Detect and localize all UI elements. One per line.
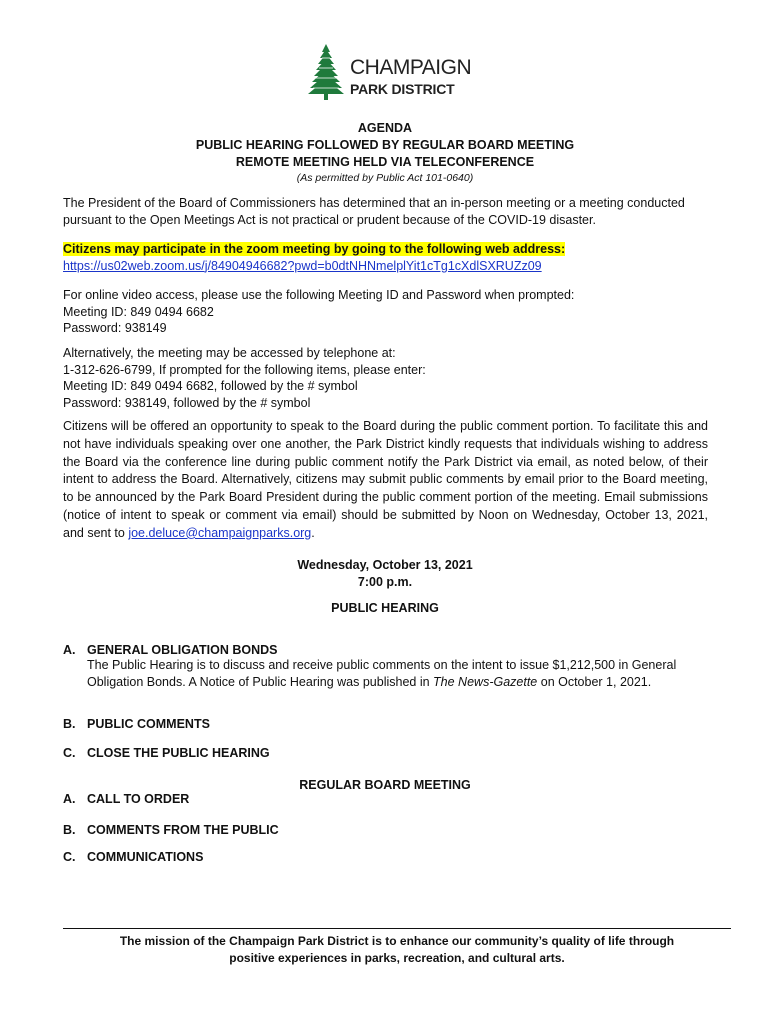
item-letter: A. — [63, 643, 76, 657]
regular-meeting-heading: REGULAR BOARD MEETING — [299, 778, 471, 792]
meeting-type-heading: PUBLIC HEARING FOLLOWED BY REGULAR BOARD MEETING — [195, 138, 575, 152]
regular-item-c — [63, 850, 713, 864]
item-description — [63, 657, 713, 690]
item-letter: B. — [63, 823, 76, 837]
pine-tree-icon — [308, 44, 344, 100]
video-meeting-id: Meeting ID: 849 0494 6682 — [63, 304, 214, 319]
zoom-instructions: Citizens may participate in the zoom meeting by going to the following web address: — [63, 242, 566, 256]
mission-line-1: The mission of the Champaign Park District is to enhance our community’s quality of life through — [119, 934, 675, 948]
logo-subtitle: PARK DISTRICT — [350, 81, 455, 97]
item-letter: C. — [63, 746, 76, 760]
zoom-link[interactable]: https://us02web.zoom.us/j/84904946682?pwd=b0dtNHNmelplYit1cTg1cXdlSXRUZz09 — [63, 258, 542, 273]
public-act-note: (As permitted by Public Act 101-0640) — [296, 172, 474, 184]
item-title: CLOSE THE PUBLIC HEARING — [87, 746, 270, 760]
meeting-datetime — [0, 557, 770, 591]
public-hearing-heading: PUBLIC HEARING — [331, 601, 439, 615]
phone-password: Password: 938149, followed by the # symbol — [63, 395, 311, 410]
logo-name: CHAMPAIGN — [350, 56, 472, 79]
meeting-date: Wednesday, October 13, 2021 — [297, 558, 473, 572]
item-description-end: on October 1, 2021. — [537, 674, 652, 689]
item-title: COMMUNICATIONS — [87, 850, 204, 864]
email-link[interactable]: joe.deluce@champaignparks.org — [128, 525, 312, 540]
meeting-time: 7:00 p.m. — [357, 575, 413, 589]
regular-item-b — [63, 823, 713, 837]
newspaper-name: The News-Gazette — [433, 674, 538, 689]
champaign-park-district-logo — [308, 44, 478, 100]
item-title: COMMENTS FROM THE PUBLIC — [87, 823, 279, 837]
remote-meeting-heading: REMOTE MEETING HELD VIA TELECONFERENCE — [235, 155, 535, 169]
public-comment-end: . — [311, 525, 315, 540]
phone-access-section — [63, 345, 708, 411]
regular-item-a — [63, 792, 713, 806]
video-password: Password: 938149 — [63, 321, 167, 335]
item-letter: A. — [63, 792, 76, 806]
agenda-title-block — [0, 120, 770, 185]
item-letter: C. — [63, 850, 76, 864]
hearing-item-c — [63, 746, 713, 760]
phone-meeting-id: Meeting ID: 849 0494 6682, followed by the # symbol — [63, 379, 358, 393]
item-description-text: The Public Hearing is to discuss and receive public comments on the intent to issue $1,212,500 in General Obligation Bonds. A Notice of Public Hearing was published in — [87, 658, 677, 689]
item-letter: B. — [63, 717, 76, 731]
phone-access-intro: Alternatively, the meeting may be accessed by telephone at: — [63, 346, 396, 360]
hearing-item-b — [63, 717, 713, 731]
footer-divider — [63, 928, 731, 929]
public-comment-paragraph — [63, 418, 708, 543]
item-title: GENERAL OBLIGATION BONDS — [87, 643, 278, 657]
intro-paragraph: The President of the Board of Commissioners has determined that an in-person meeting or a meeting conducted pursuant to the Open Meetings Act is not practical or prudent because of the COVID-19 disaster. — [63, 196, 685, 227]
public-comment-text: Citizens will be offered an opportunity to speak to the Board during the public comment portion. To facilitate this and not have individuals speaking over one another, the Park District kindly requests that individuals wishing to address the Board via the conference line during public comment notify the Park District via email, as noted below, of their intent to address the Board. Alternatively, citizens may submit public comments by email prior to the Board meeting, to be announced by the Park Board President during the public comment portion of the meeting. Email submissions (notice of intent to speak or comment via email) should be submitted by Noon on Wednesday, October 13, 2021, and sent to — [63, 419, 708, 540]
phone-number-line: 1-312-626-6799, If prompted for the following items, please enter: — [63, 362, 426, 377]
hearing-item-a — [63, 643, 713, 690]
mission-line-2: positive experiences in parks, recreation, and cultural arts. — [229, 950, 565, 965]
mission-statement — [63, 933, 731, 966]
zoom-section — [63, 241, 708, 274]
video-access-instructions: For online video access, please use the following Meeting ID and Password when prompted: — [63, 288, 575, 302]
item-title: PUBLIC COMMENTS — [87, 717, 210, 731]
agenda-heading: AGENDA — [357, 121, 413, 135]
item-title: CALL TO ORDER — [87, 792, 190, 806]
video-access-section — [63, 287, 708, 337]
